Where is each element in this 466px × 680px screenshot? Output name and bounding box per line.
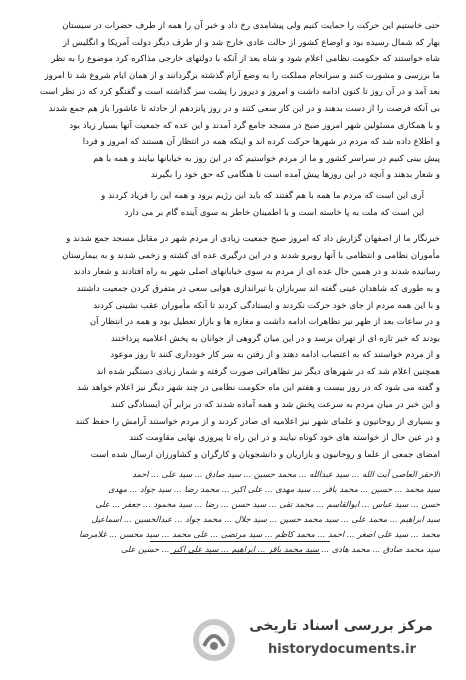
text-line: مأموران نظامی و انتظامی با آنها روبرو شدند و در این درگیری عده ای کشته و زخمی شدند و به بیمارستان bbox=[62, 250, 440, 261]
text-line: رسانیده شدند و در همین حال عده ای از مردم به سوی خیابانهای اصلی شهر به راه افتادند و شعار دادند bbox=[73, 267, 440, 278]
watermark bbox=[190, 612, 450, 672]
signature-line: الاحقر العاصی آیت الله ... سید عبدالله ... محمد حسین ... سید صادق ... سید علی ... احمد bbox=[132, 469, 440, 480]
paragraph-2 bbox=[22, 188, 440, 221]
signature-line: سید ابراهیم ... محمد علی ... سید محمد حسین ... سید جلال ... محمد جواد ... عبدالحسین ... اسماعیل bbox=[91, 514, 440, 525]
text-line: بودند که خبر تازه ای از تهران برسد و در این میان گروهی از جوانان به پخش اعلامیه پرداختند bbox=[111, 333, 440, 344]
text-line: بعد آمد و در آن روز تا کنون ادامه داشت و امروز و دیروز را پشت سر گذاشته است و گفتگو کرد که در نظر است bbox=[39, 87, 440, 98]
paragraph-3 bbox=[22, 231, 440, 447]
text-line: ما بررسی و مشورت کنند و سرانجام مملکت را به وضع آرام گذشته برگردانند و از همان ایام شروع شد تا امروز bbox=[44, 70, 440, 81]
text-line: پیش بینی کنیم در سراسر کشور و ما از مردم خواستیم که در این روز به خیابانها بیایند و همه با هم bbox=[93, 153, 440, 164]
text-line: بی آنکه فرصت را از دست بدهند و در این کار سعی کنند و در روز پانزدهم از حادثه تا عاشورا باز هم جمع شدند bbox=[48, 103, 440, 114]
text-line: همچنین اعلام شد که در شهرهای دیگر نیز تظاهراتی صورت گرفته و شمار زیادی دستگیر شده اند bbox=[96, 366, 440, 377]
signature-line: حسن ... سید عباس ... ابوالقاسم ... محمد تقی ... سید حسن ... رضا ... سید محمود ... جعفر ... علی bbox=[95, 499, 440, 510]
text-line: بهار که شمال رسیده بود و اوضاع کشور از حالت عادی خارج شد و از طرف دیگر دولت آمریکا و انگلیس از bbox=[62, 37, 440, 48]
text-line: و اطلاع داده شد که مردم در شهرها حرکت کرده اند و اینکه همه در انتظار آن هستند که امروز و فردا bbox=[82, 137, 440, 148]
text-line: و از مردم خواستند که به اعتصاب ادامه دهند و از رفتن به سر کار خودداری کنند تا روز موعود bbox=[110, 350, 440, 361]
text-line: و در عین حال از خواسته های خود کوتاه نیایند و در این راه تا پیروزی نهایی مقاومت کنند bbox=[129, 433, 440, 444]
signature-line: سید محمد صادق ... محمد هادی ... سید محمد باقر ... ابراهیم ... سید علی اکبر ... حسین علی bbox=[120, 544, 440, 555]
text-line: آری این است که مردم ما همه با هم گفتند که باید این رژیم برود و همه این را فریاد کردند و bbox=[101, 190, 424, 201]
text-line: و شعار بدهند و آنچه در این روزها پیش آمده است تا هنگامی که حق خود را بگیرند bbox=[150, 170, 440, 181]
signature-divider bbox=[150, 541, 330, 542]
text-line: شاه خواستند که حکومت نظامی اعلام شود و شاه بعد از آنکه با دولتهای خارجی مذاکره کرد موضوع را به نظر bbox=[51, 54, 440, 65]
text-line: و این خبر در میان مردم به سرعت پخش شد و همه آماده شدند که در برابر آن ایستادگی کنند bbox=[110, 400, 440, 411]
signature-block bbox=[22, 467, 440, 557]
text-line: و گفته می شود که در روز بیست و هفتم این ماه حکومت نظامی در چند شهر دیگر نیز اعلام خواهد شد bbox=[77, 383, 440, 394]
paragraph-4 bbox=[22, 447, 440, 464]
text-line: این است که ملت به پا خاسته است و با اطمینان خاطر به سوی آینده گام بر می دارد bbox=[124, 207, 424, 218]
text-line: و با همکاری مسئولین شهر امروز صبح در مسجد جامع گرد آمدند و این عده که جمعیت آنها بسیار زیاد بود bbox=[69, 120, 440, 131]
signature-line: محمد ... سید علی اصغر ... احمد ... محمد کاظم ... سید مرتضی ... علی محمد ... سید محسن ... غلامرضا bbox=[79, 529, 440, 540]
text-line: امضای جمعی از علما و روحانیون و بازاریان و دانشجویان و کارگران و کشاورزان ارسال شده است bbox=[90, 449, 440, 460]
text-line: و به طوری که شاهدان عینی گفته اند سربازان با تیراندازی هوایی سعی در متفرق کردن جمعیت داشتند bbox=[76, 283, 440, 294]
text-line: حتی خاستیم این حرکت را حمایت کنیم ولی پیشامدی رخ داد و خبر آن را همه از طرف حضرات در سیستان bbox=[62, 21, 440, 31]
signature-divider bbox=[170, 553, 320, 554]
watermark-url: historydocuments.ir bbox=[267, 642, 417, 657]
watermark-title: مرکز بررسی اسناد تاریخی bbox=[249, 618, 433, 634]
archive-logo-icon bbox=[190, 616, 238, 664]
signature-line: سید محمد ... حسین ... محمد باقر ... سید مهدی ... علی اکبر ... محمد رضا ... سید جواد ... مهدی bbox=[108, 484, 440, 495]
text-line: و در ساعات بعد از ظهر نیز تظاهرات ادامه داشت و مغازه ها و بازار تعطیل بود و همه در انتظار آن bbox=[89, 317, 440, 328]
paragraph-1 bbox=[22, 18, 440, 184]
text-line: خبرنگار ما از اصفهان گزارش داد که امروز صبح جمعیت زیادی از مردم شهر در مقابل مسجد جمع شدند و bbox=[66, 234, 440, 245]
text-line: و با این همه مردم از جای خود حرکت نکردند و ایستادگی کردند تا آنکه مأموران عقب نشینی کردند bbox=[93, 300, 440, 311]
text-line: و بسیاری از روحانیون و علمای شهر نیز اعلامیه ای صادر کردند و از مردم خواستند آرامش را حفظ کنند bbox=[75, 416, 440, 427]
